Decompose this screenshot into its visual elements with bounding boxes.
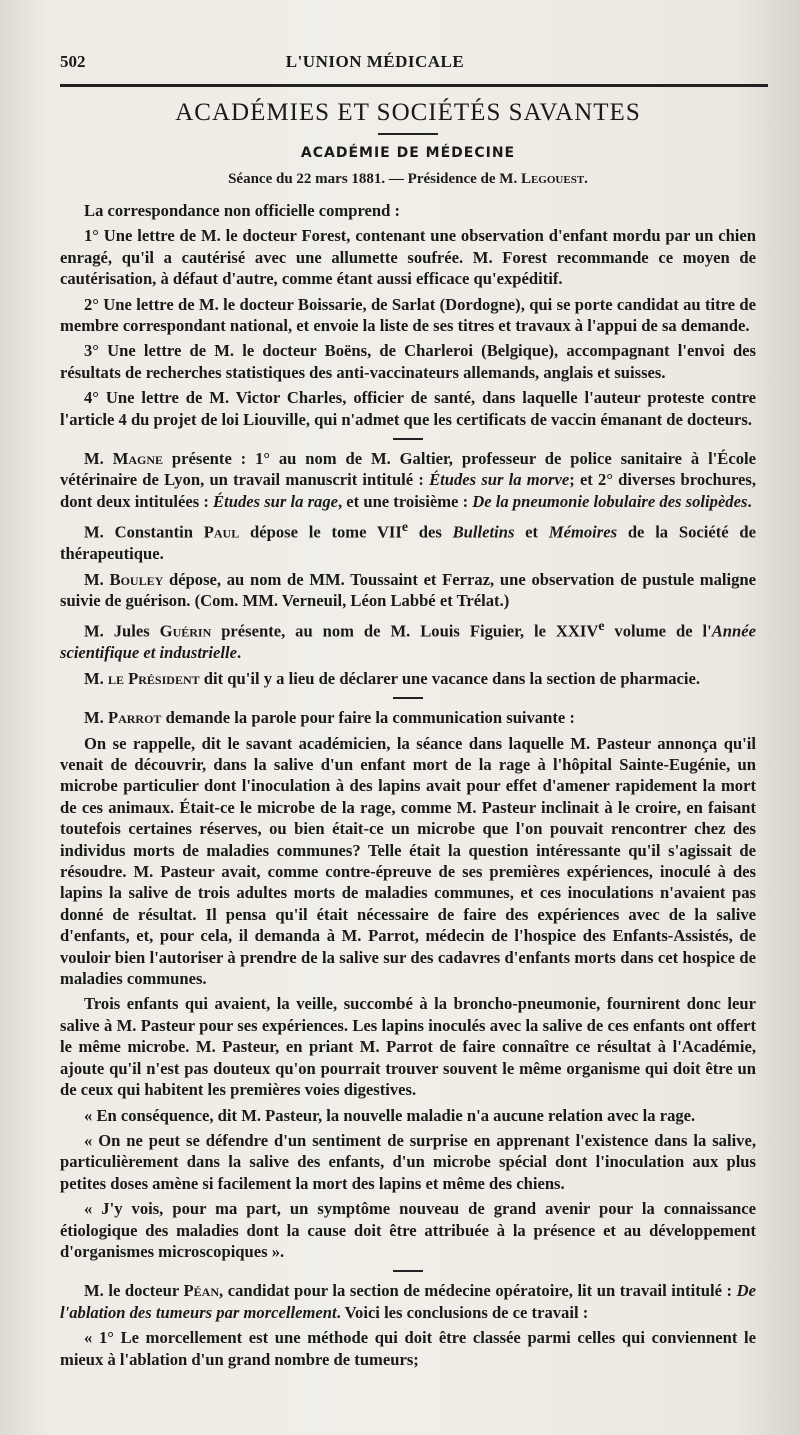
title-rule	[378, 133, 438, 135]
subsection-title: ACADÉMIE DE MÉDECINE	[300, 145, 516, 161]
separator-rule	[393, 697, 423, 699]
separator-rule	[393, 1270, 423, 1272]
paragraph: Trois enfants qui avaient, la veille, succombé à la broncho-pneumonie, fournirent donc leur salive à M. Pasteur pour ses expériences. Les lapins inoculés avec la salive de ces enfants ont offert le même microbe. M. Pasteur, en priant M. Parrot de faire connaître ce résultat à l'Académie, ajoute qu'il n'est pas douteux qu'on pourrait trouver souvent le même organisme qui doit être un de ceux qui habitent les premières voies digestives.	[60, 994, 756, 1100]
paragraph: « On ne peut se défendre d'un sentiment de surprise en apprenant l'existence dans la salive, particulièrement dans la salive des enfants, d'un microbe spécial dont l'inoculation aux plus petites doses amène si facilement la mort des lapins et même des chiens.	[60, 1130, 756, 1193]
seance-line: Séance du 22 mars 1881. — Présidence de M. Legouest.	[228, 171, 588, 187]
paragraph: On se rappelle, dit le savant académicien, la séance dans laquelle M. Pasteur annonça qu'il venait de découvrir, dans la salive d'un enfant mort de la rage à l'hôpital Sainte-Eugénie, un microbe particulier dont l'inoculation à des lapins avait pour effet d'amener rapidement la mort de ces animaux. Était-ce le microbe de la rage, comme M. Pasteur inclinait à le croire, en faisant toutefois certaines réserves, ou bien était-ce un microbe que l'on pouvait rencontrer chez des individus morts de maladies communes? Telle était la question intéressante qu'il s'agissait de résoudre. M. Pasteur avait, comme contre-épreuve de ses premières expériences, inoculé à des lapins la salive de trois adultes morts de maladies communes, et ces inoculations n'avaient pas donné de résultat. Il pensa qu'il était nécessaire de faire des expériences avec de la salive d'enfants, et, pour cela, il demanda à M. Parrot, médecin de l'hospice des Enfants-Assistés, de vouloir bien l'autoriser à prendre de la salive sur des cadavres d'enfants morts dans cet hospice de maladies communes.	[60, 733, 756, 989]
paragraph: 3° Une lettre de M. le docteur Boëns, de Charleroi (Belgique), accompagnant l'envoi des résultats de recherches statistiques des anti-vaccinateurs allemands, anglais et suisses.	[60, 341, 756, 382]
section-title: ACADÉMIES ET SOCIÉTÉS SAVANTES	[175, 99, 641, 126]
journal-title: L'UNION MÉDICALE	[285, 52, 465, 71]
separator-rule	[393, 438, 423, 440]
header-rule	[60, 84, 768, 87]
paragraph: 4° Une lettre de M. Victor Charles, officier de santé, dans laquelle l'auteur proteste contre l'article 4 du projet de loi Liouville, qui n'admet que les certificats de vaccin émanant de docteurs.	[60, 388, 756, 429]
article-body	[60, 200, 756, 1370]
paragraph: « 1° Le morcellement est une méthode qui doit être classée parmi celles qui conviennent le mieux à l'ablation d'un grand nombre de tumeurs;	[60, 1328, 756, 1369]
paragraph: M. Constantin Paul dépose le tome VIIe des Bulletins et Mémoires de la Société de thérapeutique.	[60, 519, 756, 564]
paragraph: 1° Une lettre de M. le docteur Forest, contenant une observation d'enfant mordu par un chien enragé, qu'il a cautérisé avec une allumette soufrée. M. Forest recommande ce moyen de cautérisation, à défaut d'autre, comme étant aussi efficace qu'expéditif.	[60, 226, 756, 289]
paragraph: M. le Président dit qu'il y a lieu de déclarer une vacance dans la section de pharmacie.	[84, 668, 701, 688]
paragraph: 2° Une lettre de M. le docteur Boissarie, de Sarlat (Dordogne), qui se porte candidat au titre de membre correspondant national, et envoie la liste de ses titres et travaux à l'appui de sa demande.	[60, 294, 756, 336]
paragraph: La correspondance non officielle comprend :	[84, 201, 401, 220]
paragraph: M. le docteur Péan, candidat pour la section de médecine opératoire, lit un travail intitulé : De l'ablation des tumeurs par morcellement. Voici les conclusions de ce travail :	[60, 1281, 756, 1322]
paragraph: M. Bouley dépose, au nom de MM. Toussaint et Ferraz, une observation de pustule maligne suivie de guérison. (Com. MM. Verneuil, Léon Labbé et Trélat.)	[60, 569, 756, 611]
paragraph: M. Jules Guérin présente, au nom de M. Louis Figuier, le XXIVe volume de l'Année scientifique et industrielle.	[60, 618, 756, 663]
paragraph: M. Parrot demande la parole pour faire la communication suivante :	[84, 708, 575, 728]
running-head	[60, 52, 756, 72]
president-name: Legouest	[520, 171, 585, 187]
paragraph: M. Magne présente : 1° au nom de M. Galtier, professeur de police sanitaire à l'École vétérinaire de Lyon, un travail manuscrit intitulé : Études sur la morve; et 2° diverses brochures, dont deux intitulées : Études sur la rage, et une troisième : De la pneumonie lobulaire des solipèdes.	[60, 449, 756, 511]
paragraph: « En conséquence, dit M. Pasteur, la nouvelle maladie n'a aucune relation avec la rage.	[84, 1105, 696, 1125]
page-number: 502	[60, 52, 86, 71]
paragraph: « J'y vois, pour ma part, un symptôme nouveau de grand avenir pour la connaissance étiologique des maladies dont la cause doit être attribuée à la présence et au développement d'organismes microscopiques ».	[60, 1199, 756, 1261]
